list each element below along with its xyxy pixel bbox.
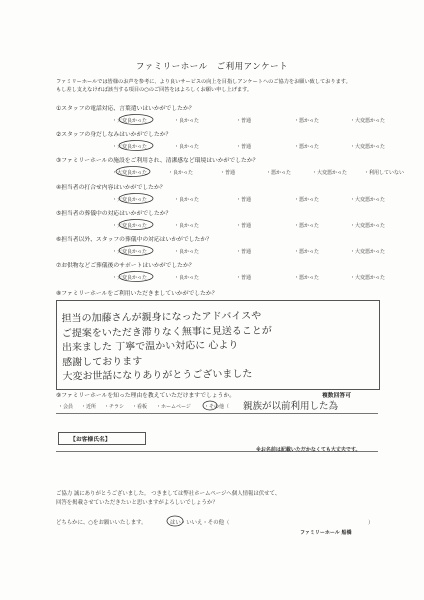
circle-mark-q3 — [116, 167, 150, 177]
option-very-bad[interactable]: ・大変悪かった — [312, 170, 348, 176]
multiple-answer-note: 複数回答可 — [322, 393, 351, 399]
q9-option-homepage[interactable]: ・ホームページ — [156, 404, 191, 410]
q9-option-flyer[interactable]: ・チラシ — [104, 404, 125, 410]
question-5: ⑤担当者の葬儀中の対応はいかがでしたか？ — [56, 211, 172, 217]
customer-label: 【お客様氏名】 — [70, 437, 111, 443]
option-very-good[interactable]: ・大変良かった — [112, 144, 148, 150]
option-normal[interactable]: ・普通 — [236, 144, 252, 150]
question-6: ⑥担当者以外、スタッフの葬儀中の対応はいかがでしたか？ — [56, 237, 212, 243]
comment-line: 大変お世話になりありがとうございました — [62, 368, 253, 383]
question-9: ⑨ファミリーホールを知った理由を教えていただけますでしょうか。 — [56, 393, 236, 399]
q9-option-neighborhood[interactable]: ・近所 — [81, 404, 97, 410]
option-good[interactable]: ・良かった — [168, 170, 194, 176]
consent-close-paren: ） — [368, 520, 374, 526]
consent-yes[interactable]: はい — [170, 520, 181, 526]
option-normal[interactable]: ・普通 — [236, 197, 252, 203]
closing-text — [56, 490, 280, 508]
page-title: ファミリーホール ご利用アンケート — [135, 62, 289, 72]
option-very-good[interactable]: ・大変良かった — [112, 170, 148, 176]
question-1: ①スタッフの電話対応、言葉遣いはいかがでしたか？ — [56, 106, 195, 112]
question-8: ⑧ファミリーホールをご利用いただきましていかがでしたか？ — [56, 291, 218, 297]
option-good[interactable]: ・良かった — [174, 197, 200, 203]
comment-line: ご提案をいただき滞りなく無事に見送ることが — [61, 325, 272, 339]
q9-option-other[interactable]: ・その他（ — [204, 404, 230, 410]
q9-option-signboard[interactable]: ・看板 — [132, 404, 148, 410]
comment-line: 出来ました 丁寧で温かい対応に 心より — [61, 340, 239, 354]
q9-other-answer: 親族が以前利用した為 — [243, 401, 339, 412]
option-bad[interactable]: ・悪かった — [294, 118, 320, 124]
option-good[interactable]: ・良かった — [174, 118, 200, 124]
option-bad[interactable]: ・悪かった — [294, 249, 320, 255]
circle-mark-q5 — [119, 220, 153, 230]
comment-handwriting — [62, 310, 273, 385]
option-good[interactable]: ・良かった — [174, 144, 200, 150]
option-very-bad[interactable]: ・大変悪かった — [350, 275, 386, 281]
consent-options: はい・いいえ・その他（ — [170, 520, 230, 526]
consent-other[interactable]: その他（ — [207, 520, 230, 526]
comment-line: 担当の加藤さんが親身になったアドバイスや — [61, 310, 262, 325]
option-very-good[interactable]: ・大変良かった — [112, 275, 148, 281]
closing-line: ご協力 誠にありがとうございました。 つきましては弊社ホームページへ個人情報は伏せて、 — [56, 491, 281, 497]
option-very-good[interactable]: ・大変良かった — [112, 197, 148, 203]
option-bad[interactable]: ・悪かった — [294, 197, 320, 203]
option-good[interactable]: ・良かった — [174, 223, 200, 229]
closing-line: 回答を掲載させていただきたいと思いますがよろしいでしょうか？ — [56, 500, 218, 506]
q9-options-row — [58, 403, 229, 410]
option-normal[interactable]: ・普通 — [236, 118, 252, 124]
option-very-good[interactable]: ・大変良かった — [112, 118, 148, 124]
option-good[interactable]: ・良かった — [174, 249, 200, 255]
circle-mark-q2 — [119, 141, 153, 151]
option-normal[interactable]: ・普通 — [236, 275, 252, 281]
question-4: ④担当者の打合せ内容はいかがでしたか？ — [56, 185, 166, 191]
intro-line: もし差し支えなければ該当する項目の○のご回答をはよろしくお願い申し上げます。 — [56, 87, 253, 93]
consent-prompt: どちらかに、○をお願いいたします。 — [56, 520, 147, 526]
question-2: ②スタッフの身だしなみはいかがでしたか？ — [56, 132, 172, 138]
circle-mark-q6 — [119, 246, 153, 256]
circle-mark-q4 — [119, 194, 153, 204]
option-very-bad[interactable]: ・大変悪かった — [350, 249, 386, 255]
option-bad[interactable]: ・悪かった — [266, 170, 292, 176]
circle-mark-q1 — [119, 115, 153, 125]
q9-option-member[interactable]: ・会員 — [58, 404, 74, 410]
option-very-good[interactable]: ・大変良かった — [112, 249, 148, 255]
consent-no[interactable]: いいえ — [186, 520, 203, 526]
option-normal[interactable]: ・普通 — [220, 170, 236, 176]
option-not-used[interactable]: ・利用していない — [364, 170, 405, 176]
option-good[interactable]: ・良かった — [174, 275, 200, 281]
option-very-bad[interactable]: ・大変悪かった — [350, 197, 386, 203]
footer-company: ファミリーホール 船橋 — [300, 530, 352, 536]
option-bad[interactable]: ・悪かった — [294, 144, 320, 150]
q9-underline — [56, 413, 378, 414]
circle-mark-q7 — [119, 272, 153, 282]
comment-line: 感謝しております — [62, 355, 143, 368]
option-normal[interactable]: ・普通 — [236, 223, 252, 229]
intro-line: ファミリーホールでは皆様のお声を参考に、より良いサービスの向上を目指しアンケートへのご協力をお願い致しております。 — [56, 79, 351, 85]
option-very-bad[interactable]: ・大変悪かった — [350, 118, 386, 124]
option-normal[interactable]: ・普通 — [236, 249, 252, 255]
option-bad[interactable]: ・悪かった — [294, 275, 320, 281]
option-bad[interactable]: ・悪かった — [294, 223, 320, 229]
customer-note: ※お名前は記載いただかなくても大丈夫です。 — [256, 447, 361, 453]
option-very-good[interactable]: ・大変良かった — [112, 223, 148, 229]
option-very-bad[interactable]: ・大変悪かった — [350, 144, 386, 150]
question-3: ③ファミリーホールの施設をご利用され、清潔感など環境はいかがでしたか？ — [56, 158, 259, 164]
question-7: ⑦お供物などご葬儀後のサポートはいかがでしたか？ — [56, 263, 195, 269]
option-very-bad[interactable]: ・大変悪かった — [350, 223, 386, 229]
